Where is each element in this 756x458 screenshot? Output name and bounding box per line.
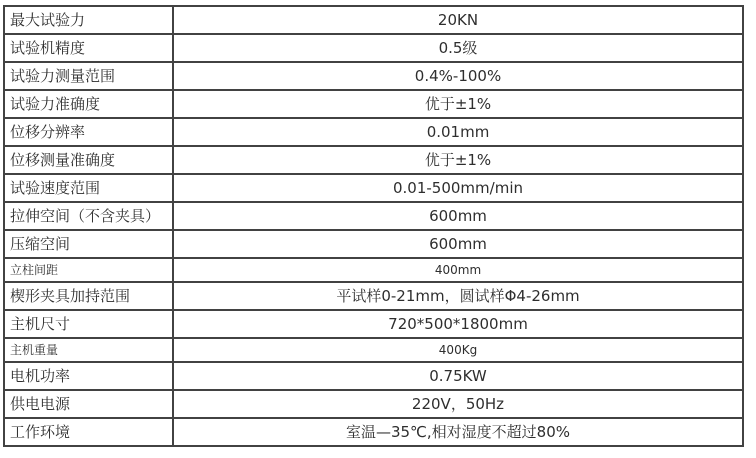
spec-value: 优于±1% xyxy=(173,146,743,174)
spec-value: 优于±1% xyxy=(173,90,743,118)
spec-label: 主机重量 xyxy=(4,338,173,362)
spec-value: 400mm xyxy=(173,258,743,282)
spec-row-displacement-accuracy xyxy=(4,146,743,174)
spec-label: 拉伸空间（不含夹具） xyxy=(4,202,173,230)
spec-value: 室温—35℃,相对湿度不超过80% xyxy=(173,418,743,446)
spec-value: 0.4%-100% xyxy=(173,62,743,90)
spec-row-speed-range xyxy=(4,174,743,202)
spec-row-tension-space xyxy=(4,202,743,230)
spec-value: 平试样0-21mm，圆试样Φ4-26mm xyxy=(173,282,743,310)
spec-row-force-accuracy xyxy=(4,90,743,118)
spec-value: 0.01mm xyxy=(173,118,743,146)
spec-row-motor-power xyxy=(4,362,743,390)
spec-row-host-dimensions xyxy=(4,310,743,338)
spec-label: 立柱间距 xyxy=(4,258,173,282)
spec-row-wedge-grip-range xyxy=(4,282,743,310)
spec-label: 供电电源 xyxy=(4,390,173,418)
spec-row-host-weight xyxy=(4,338,743,362)
spec-value: 600mm xyxy=(173,202,743,230)
spec-label: 位移测量准确度 xyxy=(4,146,173,174)
spec-label: 压缩空间 xyxy=(4,230,173,258)
spec-label: 位移分辨率 xyxy=(4,118,173,146)
spec-row-displacement-resolution xyxy=(4,118,743,146)
spec-label: 楔形夹具加持范围 xyxy=(4,282,173,310)
spec-label: 试验力准确度 xyxy=(4,90,173,118)
spec-table xyxy=(3,5,744,447)
spec-row-machine-accuracy xyxy=(4,34,743,62)
spec-label: 工作环境 xyxy=(4,418,173,446)
spec-row-working-environment xyxy=(4,418,743,446)
spec-value: 0.01-500mm/min xyxy=(173,174,743,202)
spec-row-force-measure-range xyxy=(4,62,743,90)
spec-value: 720*500*1800mm xyxy=(173,310,743,338)
spec-label: 主机尺寸 xyxy=(4,310,173,338)
spec-value: 220V，50Hz xyxy=(173,390,743,418)
spec-row-compression-space xyxy=(4,230,743,258)
spec-label: 试验速度范围 xyxy=(4,174,173,202)
spec-value: 20KN xyxy=(173,6,743,34)
spec-label: 最大试验力 xyxy=(4,6,173,34)
spec-label: 电机功率 xyxy=(4,362,173,390)
spec-value: 0.5级 xyxy=(173,34,743,62)
spec-label: 试验机精度 xyxy=(4,34,173,62)
spec-value: 400Kg xyxy=(173,338,743,362)
spec-row-power-supply xyxy=(4,390,743,418)
spec-row-column-spacing xyxy=(4,258,743,282)
spec-row-max-test-force xyxy=(4,6,743,34)
spec-value: 0.75KW xyxy=(173,362,743,390)
spec-label: 试验力测量范围 xyxy=(4,62,173,90)
spec-value: 600mm xyxy=(173,230,743,258)
